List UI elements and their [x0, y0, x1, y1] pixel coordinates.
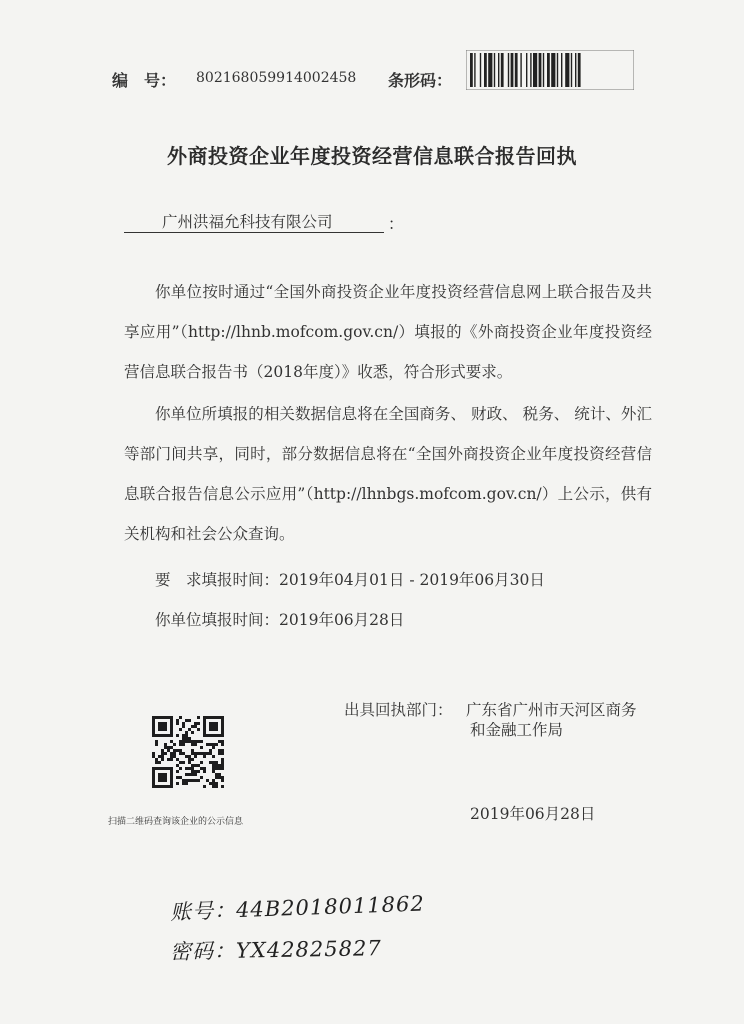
- issue-date: 2019年06月28日: [470, 805, 596, 823]
- barcode-label: 条形码：: [388, 71, 453, 90]
- issuer-name-line1: 广东省广州市天河区商务: [466, 701, 637, 719]
- qr-code-image: [152, 716, 224, 788]
- number-label: 编 号：: [112, 71, 177, 90]
- issuer-label: 出具回执部门：: [344, 701, 453, 719]
- number-value: 802168059914002458: [196, 70, 357, 86]
- qr-caption: 扫描二维码查询该企业的公示信息: [108, 817, 244, 827]
- required-fill-time: 要 求填报时间：2019年04月01日 - 2019年06月30日: [155, 571, 545, 589]
- recipient-underline: [124, 208, 384, 233]
- handwritten-password: 密码：YX42825827: [169, 936, 382, 964]
- filled-time: 你单位填报时间：2019年06月28日: [155, 611, 405, 629]
- paragraph-2: 你单位所填报的相关数据信息将在全国商务、 财政、 税务、 统计、外汇等部门间共享，同时，部分数据信息将在“全国外商投资企业年度投资经营信息联合报告信息公示应用”（http://lhnbgs.mofcom.gov.cn/）上公示，供有关机构和社会公众查询。: [124, 405, 652, 543]
- issuer-name-line2: 和金融工作局: [470, 721, 564, 739]
- barcode-image: [466, 50, 634, 90]
- recipient-company: 广州洪福允科技有限公司: [162, 213, 333, 231]
- paragraph-1: 你单位按时通过“全国外商投资企业年度投资经营信息网上联合报告及共享应用”（http://lhnb.mofcom.gov.cn/）填报的《外商投资企业年度投资经营信息联合报告书（2018年度）》收悉，符合形式要求。: [124, 283, 652, 381]
- document-title: 外商投资企业年度投资经营信息联合报告回执: [167, 144, 577, 168]
- recipient-colon: ：: [388, 215, 404, 233]
- handwritten-account: 账号：44B2018011862: [169, 891, 426, 925]
